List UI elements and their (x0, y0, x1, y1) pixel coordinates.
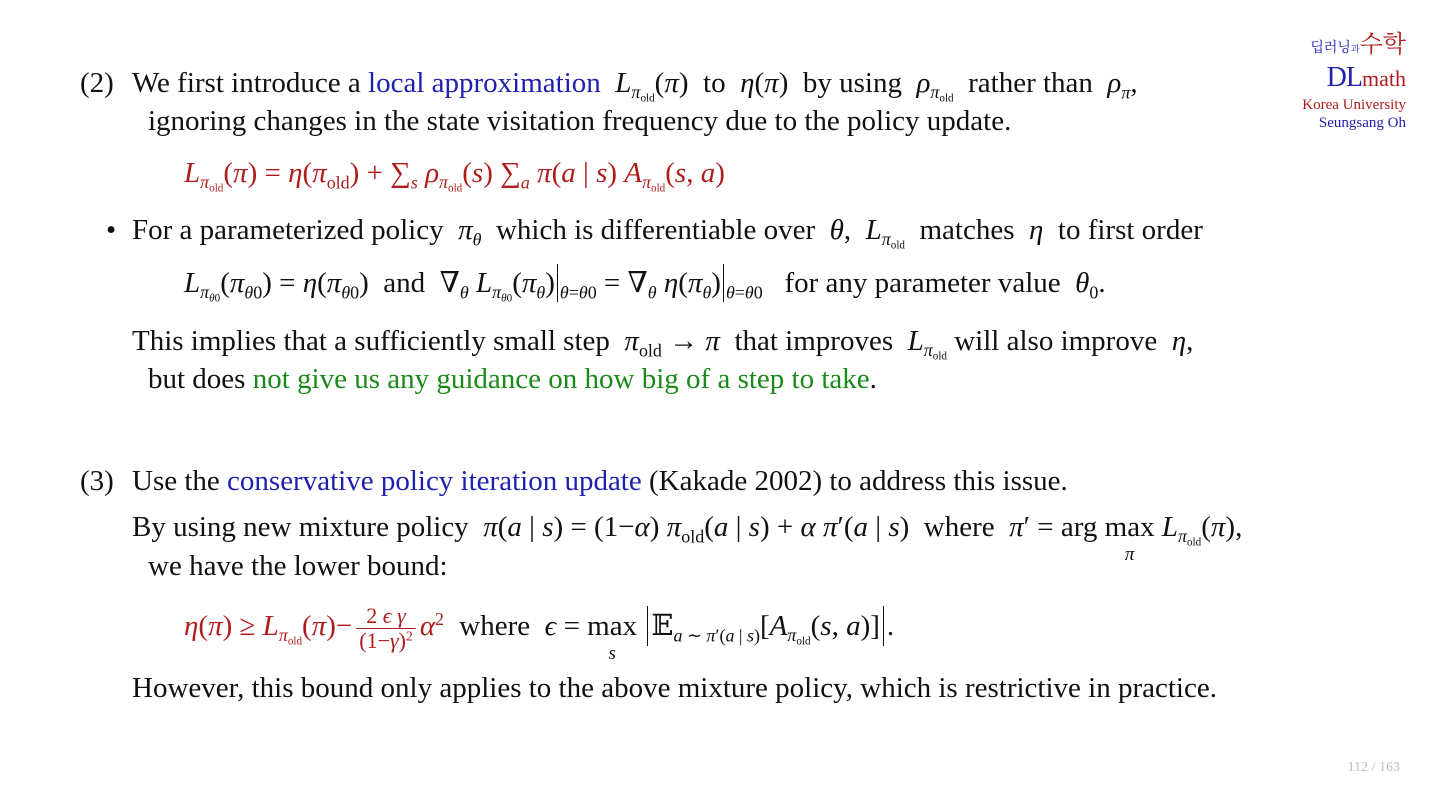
lower-bound-where: where (459, 610, 531, 643)
item-2-line-1 (132, 66, 1138, 105)
item-3-text-a: Use the (132, 465, 220, 497)
math-L-pi-old-of-pi: $L_{\pi old}(\pi)$ (615, 67, 696, 105)
however-line: However, this bound only applies to the above mixture policy, which is restrictive in practice. (132, 672, 1217, 704)
cpi-term: conservative policy iteration update (227, 465, 642, 497)
item-3-text-c: By using new mixture policy (132, 511, 469, 543)
math-L-theta0-equality: $L_{\pi\theta 0}(\pi_{\theta 0}) = \eta(\pi_{\theta 0})$ (184, 267, 377, 305)
math-rho-pi: $\rho_\pi$, (1107, 67, 1138, 103)
item-3-text-b: (Kakade 2002) to address this issue. (649, 465, 1068, 497)
logo-korean-and: 과 (1350, 45, 1360, 55)
bullet-text-c: matches (919, 214, 1015, 246)
math-eta-pi: η(π) (740, 67, 796, 99)
math-theta: θ, (829, 214, 859, 246)
logo-math: math (1362, 66, 1406, 91)
item-3-line-3: we have the lower bound: (148, 550, 448, 582)
math-gradient-equality: $\nabla_\theta$ $L_{\pi\theta 0}(\pi_\theta) _{\theta=\theta 0} = \nabla_\theta$ $\eta(\pi_\theta)$ $_{\theta=\theta 0}$ (432, 267, 777, 299)
math-rho-pi-old: $\rho_{\pi old}$ (916, 67, 954, 105)
logo-university: Korea University (1302, 97, 1406, 113)
no-guidance-phrase: not give us any guidance on how big of a step to take (252, 363, 870, 395)
implies-line-2 (148, 362, 877, 396)
implies-text-c: will also improve (954, 325, 1158, 357)
implies-text-b: that improves (734, 325, 894, 357)
implies-period: . (869, 363, 877, 395)
bullet-symbol: • (106, 214, 117, 246)
math-L-pi-old: $L_{\pi old}$ (865, 214, 905, 252)
math-theta0: $\theta_0$. (1075, 267, 1106, 303)
math-L-pi-old-2: $L_{\pi old}$ (907, 325, 947, 363)
implies-text-d: but does (148, 363, 246, 395)
implies-line-1 (132, 324, 1194, 363)
math-eta: η (1029, 214, 1044, 246)
math-pi-theta: $\pi_\theta$ (458, 214, 482, 250)
math-epsilon-def: ϵ = max s $𝔼_{a \sim \pi'(a | s)}[A_{\pi old}(s$, a)] . (537, 610, 894, 642)
math-mixture-policy: π(a | s) = (1−α) $\pi_{old}(a$ | s) + α π′(a | s) (483, 511, 917, 547)
for-any-text: for any parameter value (784, 267, 1061, 299)
bullet-line (132, 213, 1203, 252)
bullet-text-d: to first order (1057, 214, 1203, 246)
item-3-number: (3) (80, 465, 114, 497)
dlmath-logo (1302, 30, 1406, 132)
first-order-equations (184, 264, 1106, 305)
math-step: $\pi_{old} \to \pi$ (624, 325, 720, 361)
item-3-line-2 (132, 510, 1243, 565)
local-approximation-term: local approximation (368, 67, 601, 99)
page-number: 112 / 163 (1347, 760, 1400, 775)
item-2-number: (2) (80, 67, 114, 99)
item-3-line-1 (132, 464, 1068, 498)
item-2-text-d: rather than (968, 67, 1093, 99)
logo-korean-math: 수학 (1359, 30, 1406, 58)
item-2-line-2: ignoring changes in the state visitation frequency due to the policy update. (148, 105, 1012, 137)
item-3-where: where (923, 511, 995, 543)
math-eta-2: η, (1171, 325, 1194, 357)
bullet-text-a: For a parameterized policy (132, 214, 444, 246)
bullet-text-b: which is differentiable over (495, 214, 816, 246)
logo-author: Seungsang Oh (1318, 115, 1406, 131)
implies-text-a: This implies that a sufficiently small step (132, 325, 610, 357)
lower-bound-equation (184, 603, 895, 665)
item-2-text-b: to (703, 67, 726, 99)
equation-L-pi-old-definition: $L_{\pi old}(\pi) = \eta(\pi_{old}) + \sum_s$ $\rho_{\pi old}(s)$ $\sum_a$ π(a | s) $A_{\pi old}(s$, a) (184, 157, 725, 195)
item-2-text-c: by using (802, 67, 902, 99)
and-word: and (383, 267, 426, 299)
logo-korean-deeplearning: 딥러닝 (1310, 40, 1351, 56)
math-argmax: π′ = arg max π $L_{\pi old}(\pi)$, (1009, 511, 1243, 565)
math-lower-bound: $\eta(\pi) \ge L_{\pi old}(\pi)-$ $\frac{\text{2 ϵ γ}}{(1-\gamma)^2}$ $\alpha^2$ (184, 603, 445, 653)
logo-dl: DL (1326, 62, 1362, 93)
item-2-text-a: We first introduce a (132, 67, 361, 99)
